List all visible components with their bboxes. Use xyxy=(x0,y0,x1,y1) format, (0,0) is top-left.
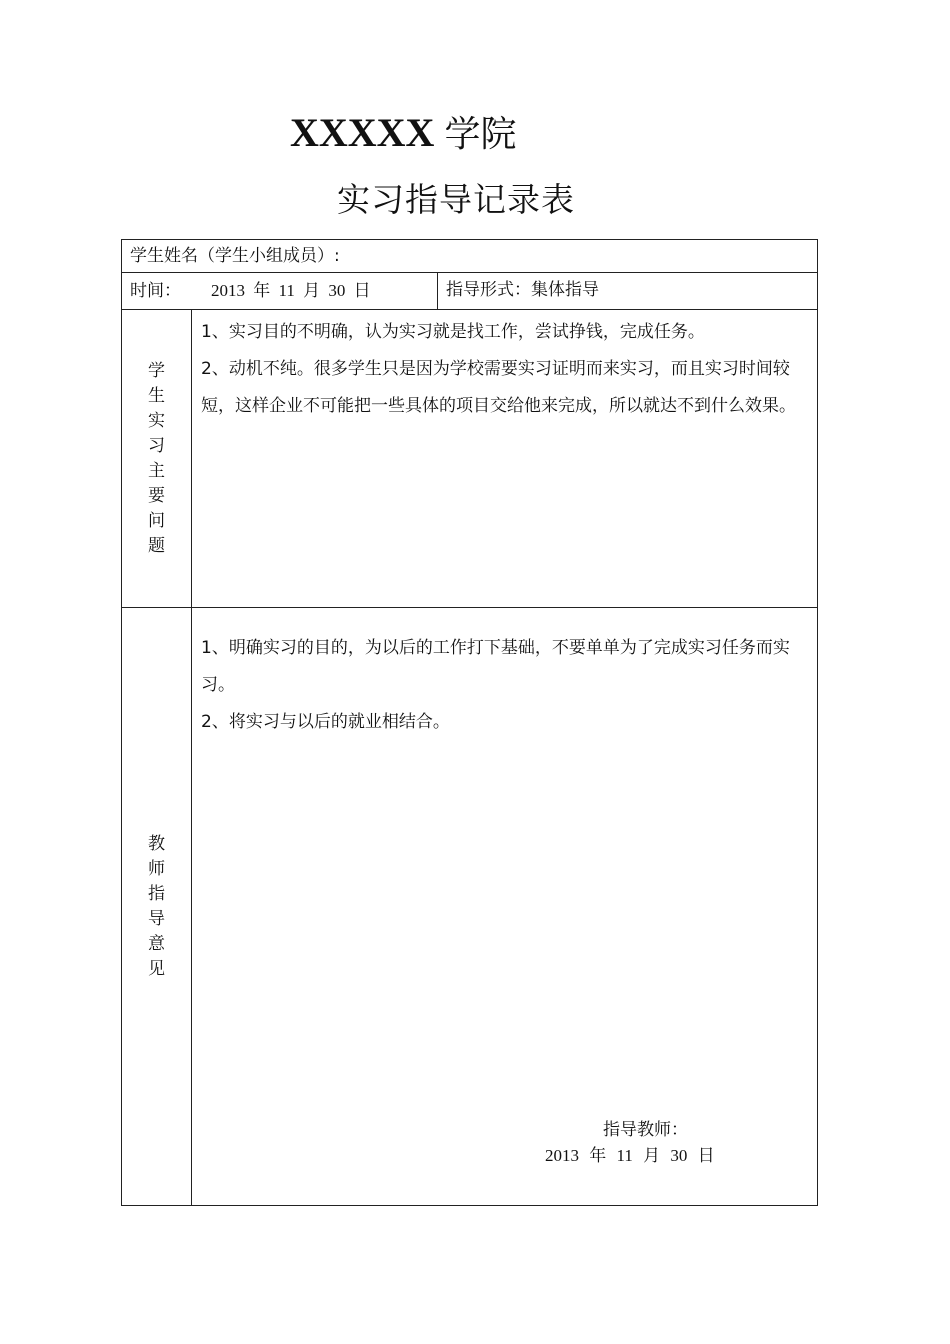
student-name-row xyxy=(122,240,818,273)
guidance-item: 1、明确实习的目的，为以后的工作打下基础，不要单单为了完成实习任务而实习。 xyxy=(201,638,790,695)
problem-item: 2、动机不纯。很多学生只是因为学校需要实习证明而来实习，而且实习时间较短，这样企业不可能把一些具体的项目交给他来完成，所以就达不到什么效果。 xyxy=(201,359,796,416)
guidance-label-char: 见 xyxy=(148,958,165,979)
time-value: 2013 年 11 月 30 日 xyxy=(211,281,371,300)
guidance-item: 2、将实习与以后的就业相结合。 xyxy=(201,712,450,732)
guidance-row xyxy=(122,608,818,1206)
guidance-label-char: 导 xyxy=(148,908,165,929)
college-title xyxy=(290,108,516,160)
problems-label-char: 题 xyxy=(148,535,165,556)
form-title: 实习指导记录表 xyxy=(337,180,575,219)
student-name-label: 学生姓名（学生小组成员）: xyxy=(130,246,340,266)
guidance-label-char: 师 xyxy=(148,858,165,879)
problems-label-char: 习 xyxy=(148,435,165,456)
guidance-label-char: 教 xyxy=(148,833,165,854)
signature-date: 2013 年 11 月 30 日 xyxy=(545,1146,715,1165)
guidance-label-char: 意 xyxy=(148,933,165,954)
time-row xyxy=(122,273,818,310)
college-title-cjk: 学院 xyxy=(444,114,517,155)
guidance-record-table xyxy=(121,239,818,1206)
problems-label-char: 生 xyxy=(148,385,165,406)
problem-item: 1、实习目的不明确，认为实习就是找工作，尝试挣钱，完成任务。 xyxy=(201,322,705,342)
problems-content-cell[interactable] xyxy=(192,310,818,608)
problems-label xyxy=(122,310,192,608)
problems-label-char: 主 xyxy=(148,460,165,481)
guidance-form-text: 指导形式：集体指导 xyxy=(446,280,599,300)
guidance-label-char: 指 xyxy=(148,883,165,904)
problems-label-char: 问 xyxy=(148,510,165,531)
guidance-form-cell[interactable] xyxy=(438,273,818,310)
student-name-cell[interactable] xyxy=(122,240,818,273)
time-label: 时间： xyxy=(130,281,181,301)
problems-label-char: 要 xyxy=(148,485,165,506)
signature-label: 指导教师： xyxy=(603,1120,688,1140)
college-title-latin: XXXXX xyxy=(290,110,435,155)
problems-row xyxy=(122,310,818,608)
problems-label-char: 学 xyxy=(148,360,165,381)
problems-label-char: 实 xyxy=(148,410,165,431)
guidance-content-cell[interactable] xyxy=(192,608,818,1206)
time-cell[interactable] xyxy=(122,273,438,310)
guidance-label xyxy=(122,608,192,1206)
